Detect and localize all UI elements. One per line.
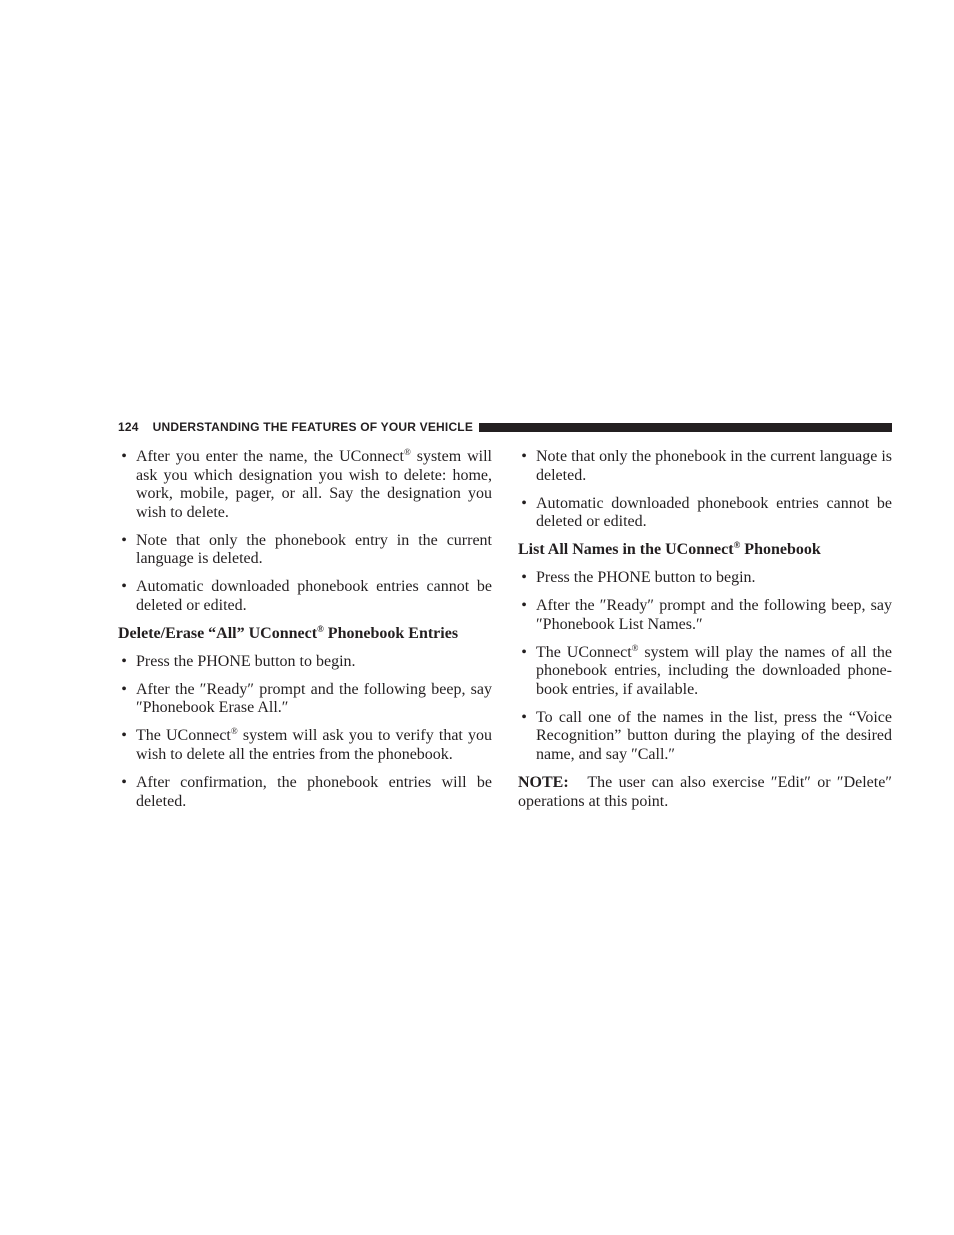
page-number: 124 (118, 420, 139, 434)
bullet-icon: • (521, 448, 527, 465)
bullet-icon: • (521, 569, 527, 587)
list-item: • After the ″Ready″ prompt and the following beep, say ″Phonebook Erase All.″ (118, 681, 492, 718)
bullet-icon: • (121, 652, 127, 670)
section-heading-list-names: List All Names in the UConnect® Phonebook (518, 540, 821, 559)
right-column (518, 448, 892, 811)
bullet-icon: • (521, 494, 527, 512)
list-item: • The UConnect® system will play the names of all the phonebook entries, including the downloaded phone-book entries, if available. (518, 644, 892, 700)
note-text: The user can also exercise ″Edit″ or ″Delete″ operations at this point. (518, 774, 892, 810)
list-item: • After the ″Ready″ prompt and the following beep, say ″Phonebook List Names.″ (518, 597, 892, 634)
list-item: • Press the PHONE button to begin. (518, 569, 892, 588)
section-title: UNDERSTANDING THE FEATURES OF YOUR VEHICLE (152, 420, 474, 434)
list-item: • Press the PHONE button to begin. (118, 653, 492, 672)
bullet-icon: • (121, 680, 127, 698)
list-item: • Note that only the phonebook in the current language is deleted. (518, 448, 892, 485)
left-column (118, 448, 492, 821)
section-heading-delete-all: Delete/Erase “All” UConnect® Phonebook Entries (118, 623, 459, 642)
list-item: • To call one of the names in the list, press the “Voice Recognition” button during the playing of the desired name, and say ″Call.″ (518, 709, 892, 765)
note-label: NOTE: (518, 774, 569, 792)
bullet-icon: • (121, 727, 127, 745)
list-item: • After confirmation, the phonebook entries will be deleted. (118, 774, 492, 811)
header-rule (479, 423, 892, 432)
bullet-icon: • (121, 531, 127, 549)
list-item: • The UConnect® system will ask you to verify that you wish to delete all the entries from the phonebook. (118, 727, 492, 764)
bullet-icon: • (121, 774, 127, 792)
page-header (118, 419, 892, 435)
bullet-icon: • (521, 597, 527, 615)
bullet-icon: • (521, 643, 527, 661)
list-item: • After you enter the name, the UConnect® system will ask you which designation you wish to delete: home, work, mobile, pager, or all. Say the designation you wish to delete. (118, 448, 492, 522)
bullet-icon: • (521, 708, 527, 726)
note-paragraph (518, 774, 892, 811)
list-item: • Automatic downloaded phonebook entries cannot be deleted or edited. (518, 495, 892, 532)
bullet-icon: • (121, 448, 127, 465)
list-item: • Note that only the phonebook entry in the current language is deleted. (118, 532, 492, 569)
bullet-icon: • (121, 578, 127, 596)
list-item: • Automatic downloaded phonebook entries cannot be deleted or edited. (118, 578, 492, 615)
